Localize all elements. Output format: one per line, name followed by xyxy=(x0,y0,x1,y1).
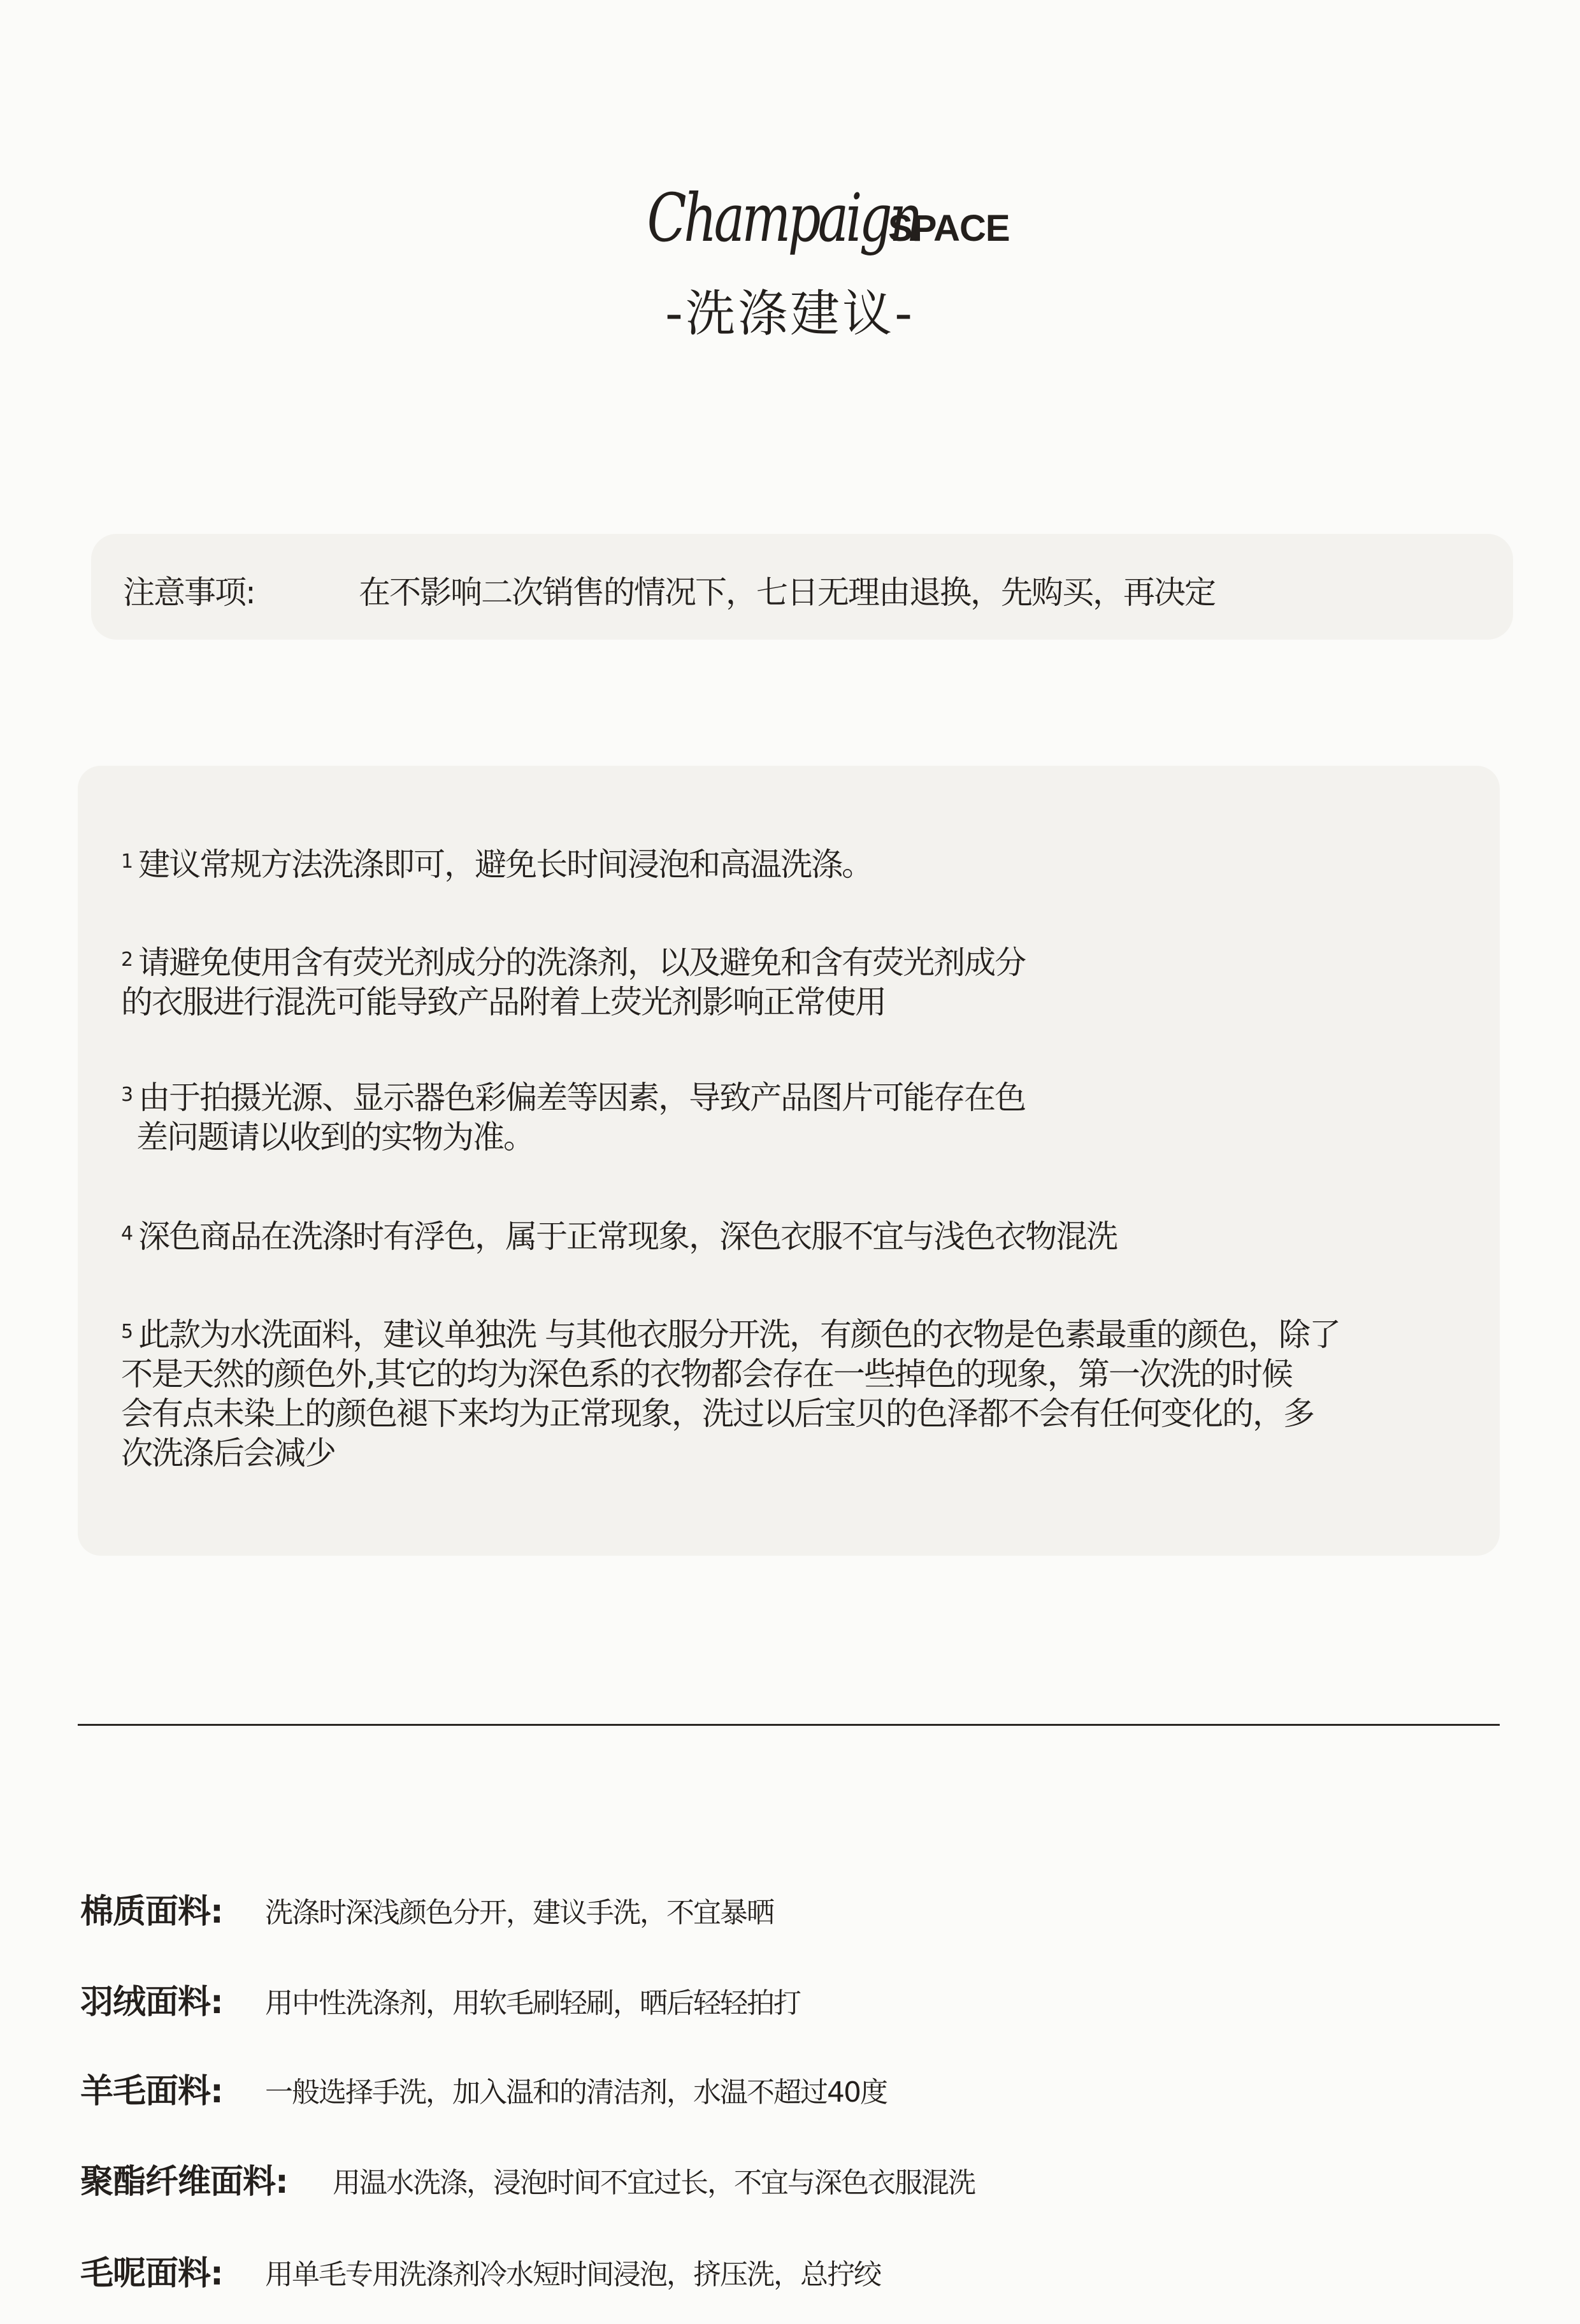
brand-logo xyxy=(0,179,1580,257)
fabric-desc: 洗涤时深浅颜色分开，建议手洗，不宜暴晒 xyxy=(265,1897,773,1929)
fabric-desc: 用温水洗涤，浸泡时间不宜过长，不宜与深色衣服混洗 xyxy=(333,2167,975,2199)
washing-tips-box xyxy=(78,766,1500,1556)
tip-line: 会有点未染上的颜色褪下来均为正常现象，洗过以后宝贝的色泽都不会有任何变化的，多 xyxy=(121,1395,1314,1432)
brand-script-text: Champaign xyxy=(647,179,921,257)
page-title: -洗涤建议- xyxy=(664,285,916,343)
tip-line: 请避免使用含有荧光剂成分的洗涤剂，以及避免和含有荧光剂成分 xyxy=(138,944,1026,981)
notice-label: 注意事项: xyxy=(123,574,255,611)
brand-caps-text: SPACE xyxy=(888,208,1010,249)
fabric-name: 聚酯纤维面料: xyxy=(80,2163,288,2201)
tip-number: 3 xyxy=(121,1084,133,1106)
fabric-name: 毛呢面料: xyxy=(80,2255,223,2293)
fabric-name: 棉质面料: xyxy=(80,1893,223,1931)
tip-item xyxy=(121,943,1025,1022)
notice-text: 在不影响二次销售的情况下，七日无理由退换，先购买，再决定 xyxy=(359,574,1215,611)
tip-number: 1 xyxy=(121,850,133,873)
tip-item xyxy=(121,1315,1340,1473)
section-divider xyxy=(78,1724,1500,1726)
tip-line: 不是天然的颜色外,其它的均为深色系的衣物都会存在一些掉色的现象，第一次洗的时候 xyxy=(121,1356,1292,1393)
tip-line: 此款为水洗面料，建议单独洗 与其他衣服分开洗，有颜色的衣物是色素最重的颜色，除了 xyxy=(138,1316,1340,1353)
fabric-name: 羽绒面料: xyxy=(80,1983,223,2021)
tip-number: 2 xyxy=(121,949,133,971)
tip-number: 4 xyxy=(121,1223,133,1245)
tip-item xyxy=(121,1217,1117,1256)
notice-box xyxy=(91,534,1513,640)
tip-item xyxy=(121,1078,1025,1157)
tip-number: 5 xyxy=(121,1321,133,1343)
tip-line: 的衣服进行混洗可能导致产品附着上荧光剂影响正常使用 xyxy=(121,984,886,1021)
fabric-desc: 用单毛专用洗涤剂冷水短时间浸泡，挤压洗，总拧绞 xyxy=(265,2258,880,2291)
tip-line: 差问题请以收到的实物为准。 xyxy=(136,1119,534,1156)
tip-line: 由于拍摄光源、显示器色彩偏差等因素，导致产品图片可能存在色 xyxy=(138,1079,1026,1116)
tip-item xyxy=(121,845,872,884)
tip-line: 次洗涤后会减少 xyxy=(121,1435,335,1472)
tip-line: 深色商品在洗涤时有浮色，属于正常现象，深色衣服不宜与浅色衣物混洗 xyxy=(138,1218,1117,1255)
tip-line: 建议常规方法洗涤即可，避免长时间浸泡和高温洗涤。 xyxy=(138,846,873,883)
fabric-name: 羊毛面料: xyxy=(80,2072,223,2111)
fabric-desc: 用中性洗涤剂，用软毛刷轻刷，晒后轻轻拍打 xyxy=(265,1987,800,2019)
fabric-desc: 一般选择手洗，加入温和的清洁剂，水温不超过40度 xyxy=(265,2076,887,2109)
